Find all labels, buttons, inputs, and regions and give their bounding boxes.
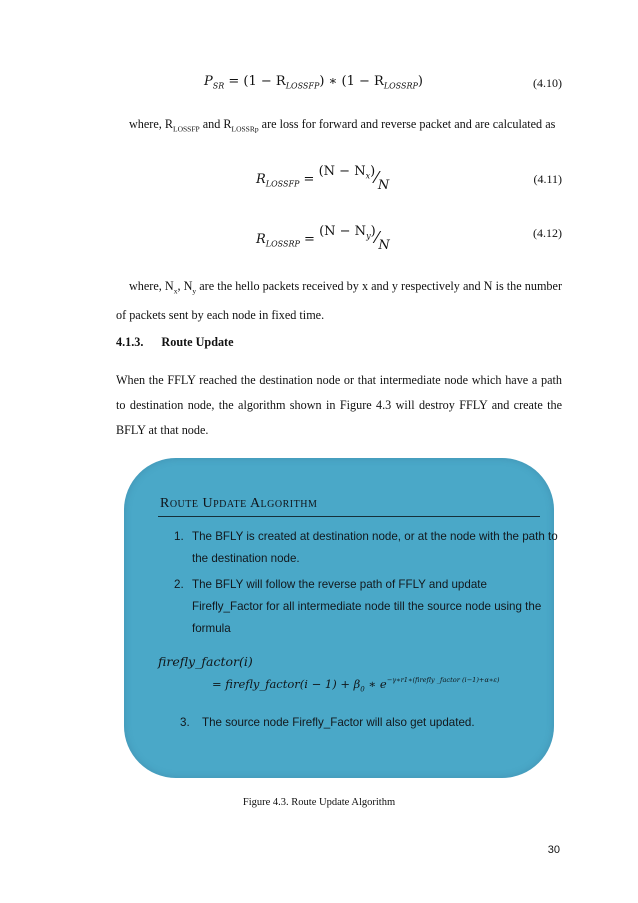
equation-4-11: $R_{LOSSFP} = (N$ − $N_x)⁄N$ [256, 164, 390, 193]
step-3-number: 3. [180, 716, 190, 729]
equation-4-10: $P_{SR} = (1 - R_{LOSSFP})$ ∗ $(1 - R_{LOSSRP})$ [204, 74, 423, 91]
equation-4-12: $R_{LOSSRP} = (N$ − $N_y)⁄N$ [256, 224, 390, 253]
step-2-line-1: The BFLY will follow the reverse path of FFLY and update [192, 578, 487, 591]
step-1-line-1: The BFLY is created at destination node, or at the node with the path to [192, 530, 558, 543]
step-2-line-2: Firefly_Factor for all intermediate node till the source node using the [192, 600, 542, 613]
formula-line-2: = firefly_factor(i − $1) + \beta_0$ ∗ $e^{-\gamma∗r1∗(firefly \_factor (i-1)+\alpha∗\varepsilon)}$ [212, 676, 500, 694]
paragraph-route-update: When the FFLY reached the destination node or that intermediate node which have a path to destination node, the algorithm shown in Figure 4.3 will destroy FFLY and create the BFLY at that node. [116, 373, 562, 437]
equation-number-4-12: (4.12) [533, 226, 562, 240]
section-heading [116, 335, 234, 350]
figure-title-rule [158, 516, 540, 517]
step-2-number: 2. [174, 578, 184, 591]
figure-title: Route Update Algorithm [160, 496, 318, 511]
section-title: Route Update [161, 335, 234, 349]
equation-number-4-11: (4.11) [533, 172, 562, 186]
figure-route-update-algorithm [116, 452, 563, 782]
step-3-text: The source node Firefly_Factor will also get updated. [202, 716, 475, 729]
step-1-number: 1. [174, 530, 184, 543]
figure-caption: Figure 4.3. Route Update Algorithm [242, 797, 396, 808]
paragraph-where-hello-packets: where, $N_x$, $N_y$ are the hello packets received by x and y respectively and N is the number of packets sent by each node in fixed time. [116, 279, 562, 323]
paragraph-where-loss: where, $R_{LOSSFP}$ and $R_{LOSSRp}$ are loss for forward and reverse packet and are calculated as [129, 117, 556, 134]
step-1-line-2: the destination node. [192, 552, 300, 565]
step-2-line-3: formula [192, 622, 231, 635]
section-number: 4.1.3. [116, 335, 144, 349]
formula-line-1: firefly_factor(i) [158, 654, 253, 669]
equation-number-4-10: (4.10) [533, 76, 562, 90]
page-number: 30 [547, 844, 560, 856]
